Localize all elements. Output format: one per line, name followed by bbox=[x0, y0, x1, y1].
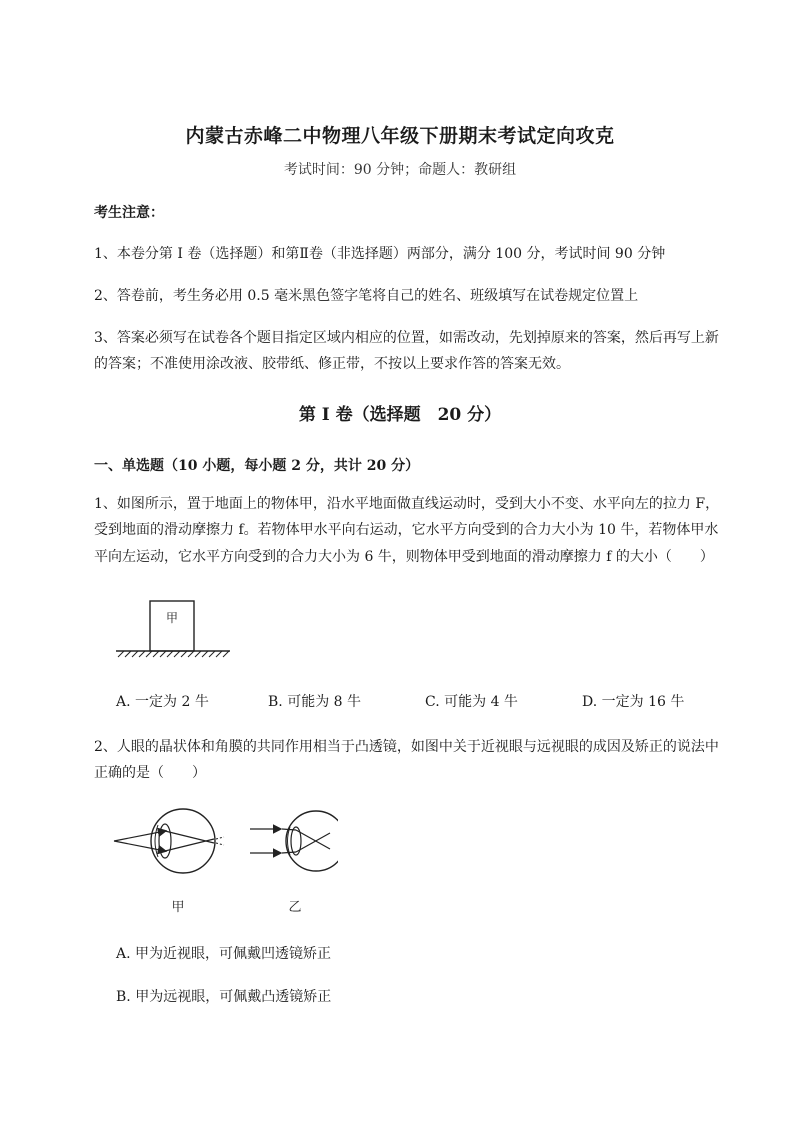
block-label: 甲 bbox=[165, 611, 179, 625]
figure-label-yi: 乙 bbox=[288, 900, 302, 915]
ground-hatching bbox=[118, 651, 229, 657]
exam-info: 考试时间：90 分钟；命题人：教研组 bbox=[283, 162, 517, 178]
option-d[interactable]: D. 一定为 16 牛 bbox=[582, 694, 685, 710]
notice-item: 1、本卷分第 I 卷（选择题）和第Ⅱ卷（非选择题）两部分，满分 100 分，考试时间 90 分钟 bbox=[94, 246, 666, 262]
question-1-line: 1、如图所示，置于地面上的物体甲，沿水平地面做直线运动时，受到大小不变、水平向左的拉力 F， bbox=[94, 496, 720, 512]
part-heading: 一、单选题（10 小题，每小题 2 分，共计 20 分） bbox=[94, 458, 420, 474]
question-2-line: 2、人眼的晶状体和角膜的共同作用相当于凸透镜，如图中关于近视眼与远视眼的成因及矫正的说法中 bbox=[94, 739, 719, 755]
question-1-line: 受到地面的滑动摩擦力 f。若物体甲水平向右运动，它水平方向受到的合力大小为 10 牛，若物体甲水 bbox=[94, 522, 719, 538]
option-c[interactable]: C. 可能为 4 牛 bbox=[425, 694, 518, 710]
option-a[interactable]: A. 一定为 2 牛 bbox=[116, 694, 209, 710]
question-2-line: 正确的是（ ） bbox=[94, 765, 206, 781]
block-on-ground-figure bbox=[110, 595, 235, 665]
option-a[interactable]: A. 甲为近视眼，可佩戴凹透镜矫正 bbox=[116, 946, 332, 962]
notice-item: 的答案；不准使用涂改液、胶带纸、修正带，不按以上要求作答的答案无效。 bbox=[94, 356, 570, 372]
eye-yi-diagram bbox=[250, 811, 338, 871]
notice-heading: 考生注意： bbox=[94, 205, 164, 221]
notice-item: 3、答案必须写在试卷各个题目指定区域内相应的位置，如需改动，先划掉原来的答案，然后再写上新 bbox=[94, 330, 719, 346]
block-shape bbox=[150, 601, 194, 651]
question-1-line: 平向左运动，它水平方向受到的合力大小为 6 牛，则物体甲受到地面的滑动摩擦力 f 的大小（ ） bbox=[94, 549, 714, 565]
eye-diagrams-figure bbox=[108, 805, 338, 920]
eye-jia-diagram bbox=[114, 809, 224, 873]
section-heading: 第 I 卷（选择题 20 分） bbox=[298, 405, 502, 425]
figure-label-jia: 甲 bbox=[171, 900, 185, 915]
page-title: 内蒙古赤峰二中物理八年级下册期末考试定向攻克 bbox=[185, 125, 615, 147]
option-b[interactable]: B. 甲为远视眼，可佩戴凸透镜矫正 bbox=[116, 989, 332, 1005]
option-b[interactable]: B. 可能为 8 牛 bbox=[268, 694, 361, 710]
notice-item: 2、答卷前，考生务必用 0.5 毫米黑色签字笔将自己的姓名、班级填写在试卷规定位置上 bbox=[94, 288, 639, 304]
